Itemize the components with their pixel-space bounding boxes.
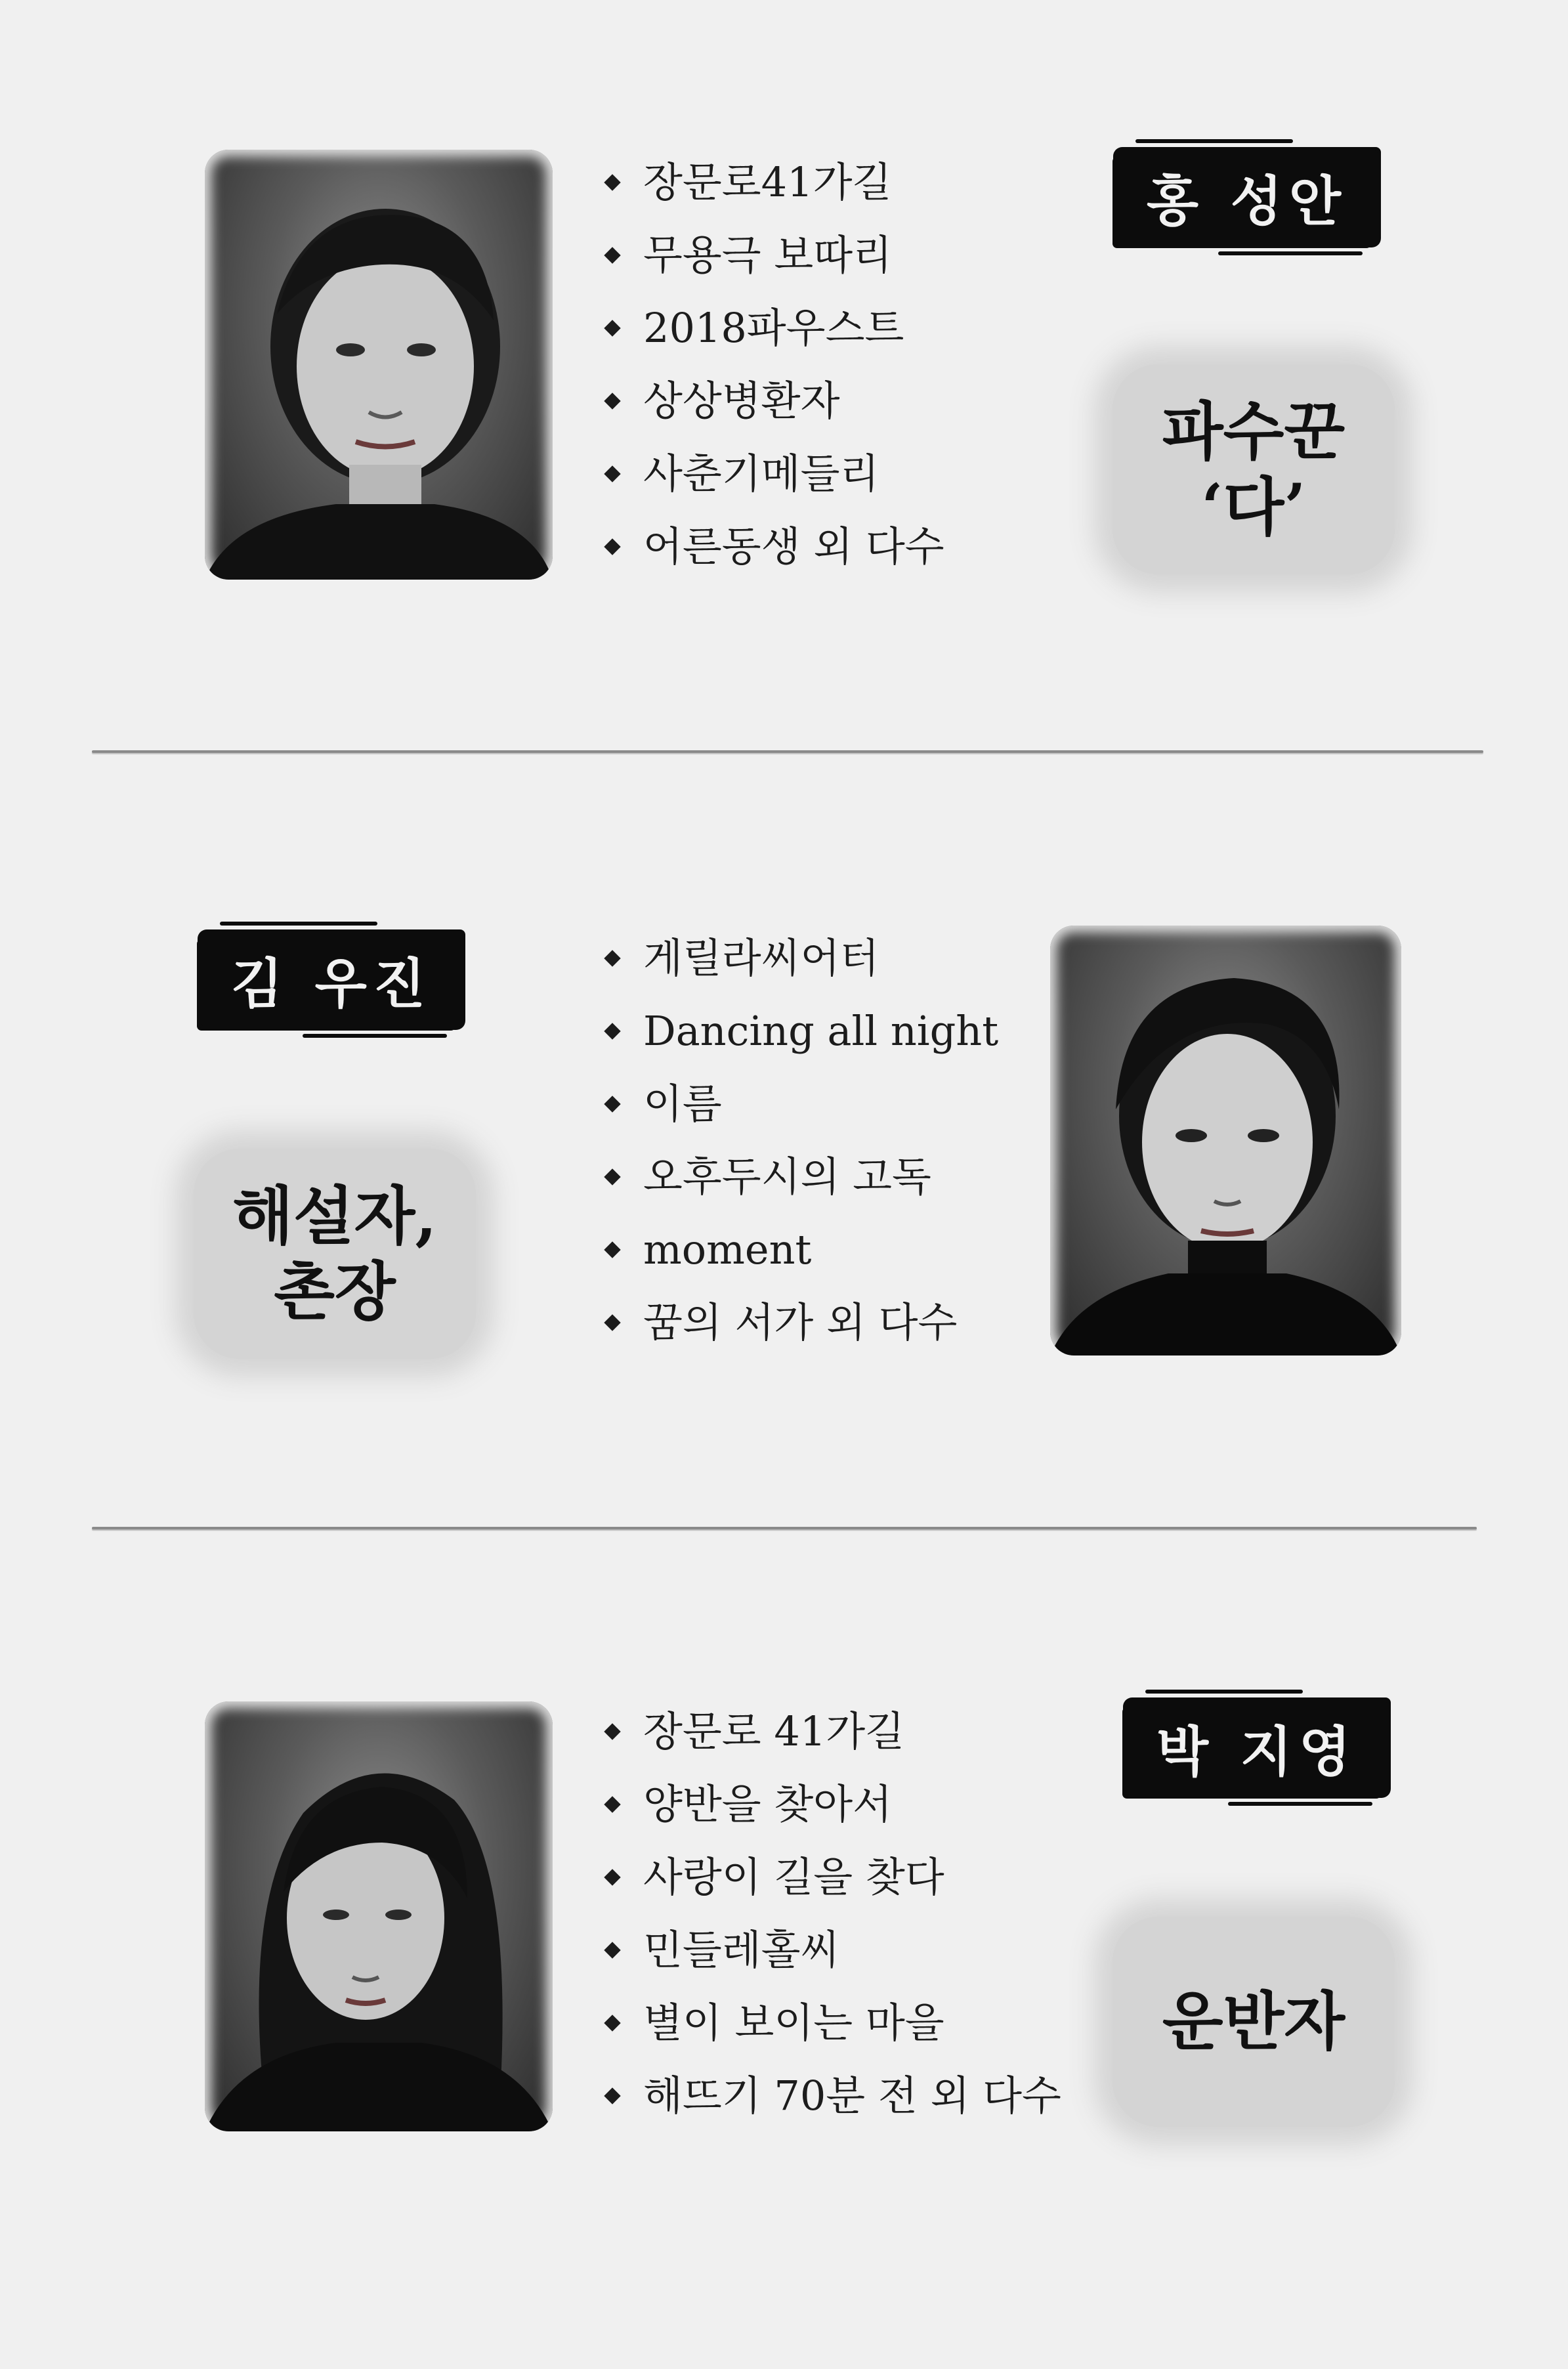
performer-name-tag-1: 홍 성안 (1116, 150, 1378, 245)
role-line-1: 파수꾼 (1162, 394, 1346, 469)
performer-photo-2 (1050, 926, 1401, 1355)
portrait-illustration (205, 150, 553, 580)
section-divider-1 (92, 750, 1483, 753)
diamond-bullet-icon (604, 1314, 620, 1331)
diamond-bullet-icon (604, 174, 620, 190)
credit-item: 별이 보이는 마을 (603, 1986, 1061, 2059)
role-line-1: 해설자, (232, 1178, 437, 1253)
role-box-1 (1112, 364, 1395, 574)
credit-item: 꿈의 서가 외 다수 (603, 1286, 998, 1359)
role-text (232, 1178, 437, 1329)
credit-item: 상상병환자 (603, 364, 944, 437)
credit-item: 장문로 41가길 (603, 1695, 1061, 1768)
credit-item: 무용극 보따리 (603, 219, 944, 291)
performer-section-1 (0, 0, 1568, 775)
credit-item: 이름 (603, 1067, 998, 1140)
credit-item: 양반을 찾아서 (603, 1768, 1061, 1841)
role-text (1162, 1984, 1345, 2059)
role-text (1162, 394, 1345, 545)
diamond-bullet-icon (604, 247, 620, 263)
credit-item: 오후두시의 고독 (603, 1140, 998, 1213)
diamond-bullet-icon (604, 1869, 620, 1885)
performer-section-2 (0, 775, 1568, 1549)
portrait-illustration (205, 1701, 553, 2131)
diamond-bullet-icon (604, 2015, 620, 2031)
credit-item: 게릴라씨어터 (603, 922, 998, 994)
credit-item: moment (603, 1213, 998, 1286)
performer-name-tag-3: 박 지영 (1126, 1700, 1388, 1795)
diamond-bullet-icon (604, 538, 620, 555)
performer-photo-1 (205, 150, 553, 580)
performer-photo-3 (205, 1701, 553, 2131)
credit-item: Dancing all night (603, 994, 998, 1067)
credit-item: 사춘기메들리 (603, 437, 944, 510)
credit-item: 어른동생 외 다수 (603, 510, 944, 583)
diamond-bullet-icon (604, 1241, 620, 1258)
credit-item: 사랑이 길을 찾다 (603, 1841, 1061, 1913)
role-box-2 (194, 1149, 476, 1359)
diamond-bullet-icon (604, 1096, 620, 1112)
diamond-bullet-icon (604, 1796, 620, 1812)
credits-list-1 (603, 146, 944, 583)
diamond-bullet-icon (604, 393, 620, 409)
diamond-bullet-icon (604, 950, 620, 966)
credit-item: 장문로41가길 (603, 146, 944, 219)
diamond-bullet-icon (604, 1168, 620, 1185)
credit-item: 2018파우스트 (603, 291, 944, 364)
role-line-2: ‘다’ (1201, 470, 1306, 544)
performer-section-3 (0, 1549, 1568, 2324)
diamond-bullet-icon (604, 465, 620, 482)
section-divider-2 (92, 1527, 1477, 1529)
role-box-3 (1112, 1917, 1395, 2127)
diamond-bullet-icon (604, 1023, 620, 1039)
role-line-2: 촌장 (274, 1254, 396, 1329)
role-line-1: 운반자 (1162, 1984, 1346, 2059)
performer-name-tag-2: 김 우진 (200, 932, 463, 1027)
diamond-bullet-icon (604, 1942, 620, 1958)
credits-list-3 (603, 1695, 1061, 2132)
credit-item: 해뜨기 70분 전 외 다수 (603, 2059, 1061, 2132)
diamond-bullet-icon (604, 320, 620, 336)
credit-item: 민들레홀씨 (603, 1913, 1061, 1986)
diamond-bullet-icon (604, 1723, 620, 1739)
portrait-illustration (1050, 926, 1401, 1355)
credits-list-2 (603, 922, 998, 1359)
diamond-bullet-icon (604, 2087, 620, 2104)
